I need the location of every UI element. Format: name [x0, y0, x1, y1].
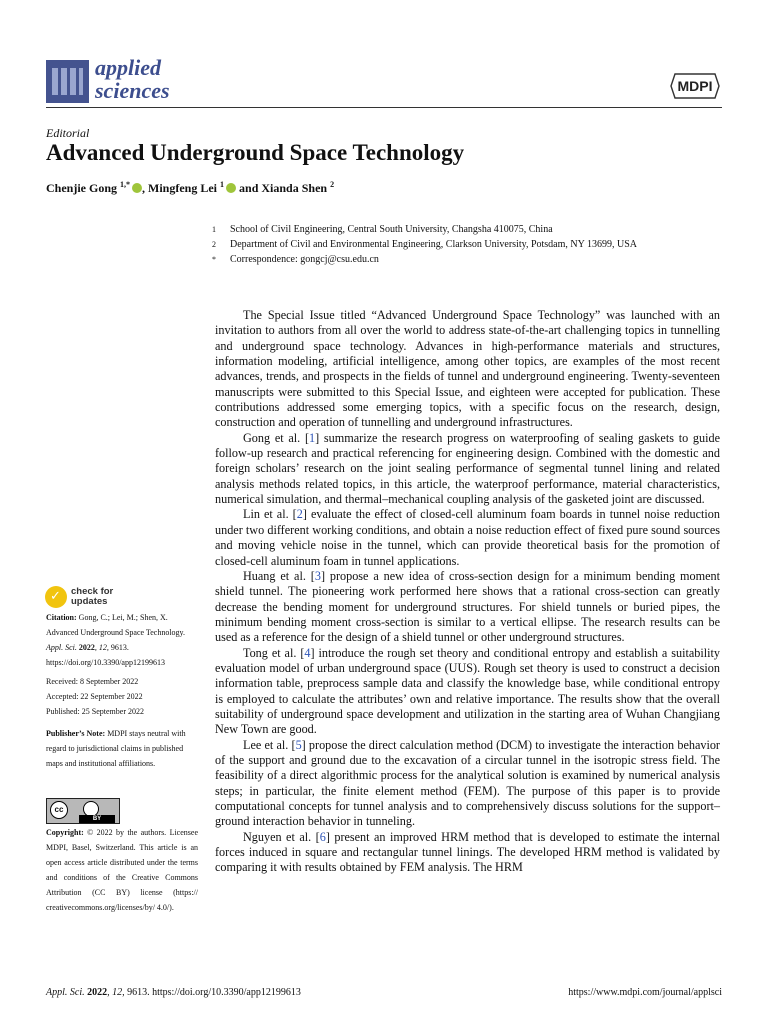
journal-name: applied sciences — [95, 55, 170, 103]
orcid-icon[interactable] — [132, 183, 142, 193]
article-body — [215, 308, 720, 876]
paragraph: Lee et al. [5] propose the direct calculation method (DCM) to investigate the interaction behavior of the support and ground due to the excavation of a circular tunnel in the isotropic stress field. The feasibility of a direct algorithmic process for the analytical solution is examined by numerical analysis steps; in particular, the finite element method (FEM). The purpose of this paper is to provide computational concepts for tunnel analysis and to comprehensively discuss solutions for the support–ground interaction behavior in tunneling. — [215, 737, 720, 829]
author-name[interactable]: Chenjie Gong — [46, 181, 118, 195]
footer-citation: Appl. Sci. 2022, 12, 9613. https://doi.org/10.3390/app12199613 — [46, 987, 301, 998]
paragraph: Gong et al. [1] summarize the research progress on waterproofing of sealing gaskets to guide follow-up research and practical referencing for engineering design. Combined with the domestic and foreign scholars’ research on the joint sealing performance of segmental tunnel lining and related analysis methods related topics, in this article, the waterproof performance, material characteristics, numerical simulation, and thermal–mechanical coupling analysis of the gasketed joint are discussed. — [215, 430, 720, 507]
affiliations — [212, 222, 637, 267]
orcid-icon[interactable] — [226, 183, 236, 193]
paragraph: Lin et al. [2] evaluate the effect of closed-cell aluminum foam boards in tunnel noise reduction under two different working conditions, and obtain a noise reduction effect of fixed pure sound sources and moving vehicle noise in the tunnel, which can provide theoretical basis for the promotion of closed-cell aluminum foam in tunnel applications. — [215, 507, 720, 568]
paragraph: Huang et al. [3] propose a new idea of cross-section design for a minimum bending moment shield tunnel. The pioneering work performed here shows that a rational cross-section can greatly decrease the bending moment for underground structures. For shield tunnels or buried pipes, the minimum bending moment cross-section is similar to a vertical ellipse. The research results can be used as a reference for the design of a shield tunnel or other underground structures. — [215, 568, 720, 645]
mdpi-logo[interactable]: MDPI — [669, 70, 721, 107]
journal-logo-icon — [46, 60, 89, 103]
citation-block: Citation: Gong, C.; Lei, M.; Shen, X. Advanced Underground Space Technology. Appl. Sci. 2022, 12, 9613. https://doi.org/10.3390/app12199613 — [46, 613, 186, 667]
reference-link[interactable]: 6 — [319, 829, 326, 844]
cc-icon: cc — [50, 801, 68, 819]
publisher-note: Publisher’s Note: MDPI stays neutral with regard to jurisdictional claims in published maps and institutional affiliations. — [46, 729, 186, 768]
affiliation-item: 1 School of Civil Engineering, Central South University, Changsha 410075, China — [212, 224, 553, 235]
reference-link[interactable]: 3 — [314, 568, 321, 583]
paragraph: Tong et al. [4] introduce the rough set theory and conditional entropy and establish a suitability evaluation model of urban underground space (UUS). Rough set theory is used to construct a decision information table, preprocess sample data and classify the knowledge base, while conditional entropy is employed to calculate the attributes’ own and relative importance. The results show that the overall suitability of underground space development and utilization in the starting area of Wuhan Changjiang New Town are good. — [215, 645, 720, 737]
article-title: Advanced Underground Space Technology — [46, 140, 465, 165]
dates-block: Received: 8 September 2022 Accepted: 22 September 2022 Published: 25 September 2022 — [46, 677, 144, 716]
reference-link[interactable]: 5 — [295, 737, 302, 752]
article-type: Editorial — [46, 126, 90, 140]
cc-by-license-badge[interactable]: cc BY — [46, 798, 120, 824]
reference-link[interactable]: 1 — [309, 430, 316, 445]
affiliation-item: 2 Department of Civil and Environmental Engineering, Clarkson University, Potsdam, NY 13699, USA — [212, 239, 637, 250]
paragraph: Nguyen et al. [6] present an improved HRM method that is developed to estimate the internal forces induced in square and rectangular tunnel linings. The developed HRM method is validated by comparing it with results obtained by FEM analysis. The HRM — [215, 829, 720, 875]
footer-journal-url[interactable]: https://www.mdpi.com/journal/applsci — [568, 987, 722, 998]
paragraph: The Special Issue titled “Advanced Underground Space Technology” was launched with an invitation to authors from all over the world to address state-of-the-art challenging topics in tunnelling and underground space technology. Advances in high-performance materials and structures, information modeling, artificial intelligence, among other topics, are examples of the most recent advances, trends, and prospects in the fields of tunnel and underground engineering. Twenty-seventeen manuscripts were submitted to this Special Issue, and eighteen were accepted for publication. These contributions addressed some emerging topics, with a specific focus on the research, design, construction and operation of tunnelling and underground infrastructures. — [215, 308, 720, 430]
affiliation-item: * Correspondence: gongcj@csu.edu.cn — [212, 254, 379, 265]
header-rule — [46, 107, 722, 108]
reference-link[interactable]: 4 — [304, 645, 311, 660]
author-name[interactable]: Mingfeng Lei — [148, 181, 218, 195]
copyright-block: Copyright: © 2022 by the authors. Licensee MDPI, Basel, Switzerland. This article is an open access article distributed under the terms and conditions of the Creative Commons Attribution (CC BY) license (https:// creativecommons.org/licenses/by/ 4.0/). — [46, 828, 198, 912]
author-list: Chenjie Gong $^{1,*}$ , Mingfeng Lei $^1$ and Xianda Shen $^2$ — [46, 180, 335, 195]
author-name[interactable]: Xianda Shen — [261, 181, 328, 195]
reference-link[interactable]: 2 — [296, 507, 303, 522]
